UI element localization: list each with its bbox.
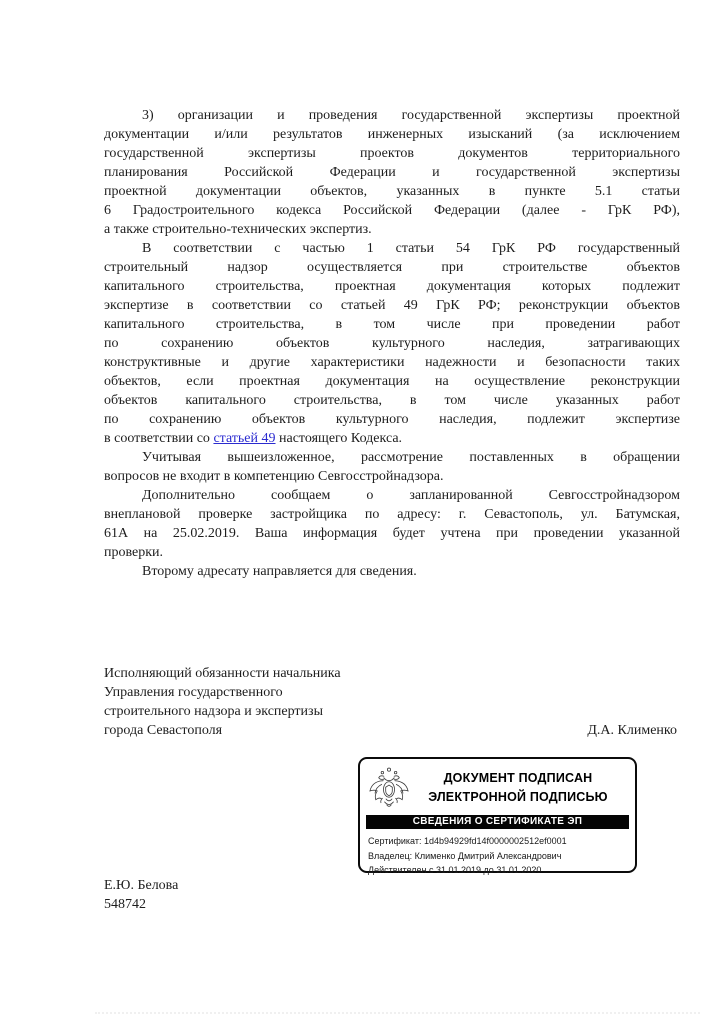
text-line: Управления государственного: [104, 685, 283, 700]
text-line: Исполняющий обязанности начальника: [104, 666, 341, 681]
text-line: 61А на 25.02.2019. Ваша информация будет учтена при проведении указанной: [104, 526, 680, 541]
text-line: строительного надзора и экспертизы: [104, 704, 323, 719]
text-line: Второму адресату направляется для сведения.: [142, 564, 417, 579]
text-line: проектной документации объектов, указанных в пункте 5.1 статьи: [104, 184, 680, 199]
text-line: [104, 429, 680, 448]
stamp-title-line2: ЭЛЕКТРОННОЙ ПОДПИСЬЮ: [428, 790, 608, 804]
text-line: по сохранению объектов культурного наследия, затрагивающих: [104, 336, 680, 351]
body-paragraph-5: [104, 562, 680, 581]
text-line: вопросов не входит в компетенцию Севгосстройнадзора.: [104, 469, 444, 484]
text-line: объектов капитального строительства, в том числе указанных работ: [104, 393, 680, 408]
esignature-stamp: [358, 757, 637, 873]
text-line: а также строительно-технических экспертиз.: [104, 222, 372, 237]
text-segment: настоящего Кодекса.: [275, 431, 403, 446]
signature-block: [104, 664, 680, 740]
text-line: экспертизе в соответствии со статьей 49 ГрК РФ; реконструкции объектов: [104, 298, 680, 313]
link-article-49[interactable]: статьей 49: [213, 431, 276, 446]
letter-body: [104, 106, 680, 581]
certificate-validity: Действителен с 31.01.2019 до 31.01.2020: [368, 865, 542, 875]
stamp-header-row: [360, 759, 635, 813]
body-paragraph-2: [104, 239, 680, 448]
text-line: капитального строительства, проектная документация которых подлежит: [104, 279, 680, 294]
text-line: проверки.: [104, 545, 164, 560]
text-line: строительный надзор осуществляется при строительстве объектов: [104, 260, 680, 275]
certificate-owner: Владелец: Клименко Дмитрий Александрович: [368, 850, 562, 861]
executor-name: Е.Ю. Белова: [104, 878, 179, 893]
stamp-certificate-info: [360, 829, 635, 878]
text-line: внеплановой проверке застройщика по адресу: г. Севастополь, ул. Батумская,: [104, 507, 680, 522]
text-line: Дополнительно сообщаем о запланированной Севгосстройнадзором: [142, 488, 680, 503]
text-line: объектов, если проектная документация на осуществление реконструкции: [104, 374, 680, 389]
text-line: планирования Российской Федерации и государственной экспертизы: [104, 165, 680, 180]
text-line: Учитывая вышеизложенное, рассмотрение поставленных в обращении: [142, 450, 680, 465]
text-line: по сохранению объектов культурного наследия, подлежит экспертизе: [104, 412, 680, 427]
text-line: государственной экспертизы проектов документов территориального: [104, 146, 680, 161]
signatory-name: Д.А. Клименко: [587, 723, 677, 738]
text-line: 6 Градостроительного кодекса Российской Федерации (далее - ГрК РФ),: [104, 203, 680, 218]
text-line: города Севастополя: [104, 723, 223, 738]
text-segment: в соответствии со: [104, 431, 214, 446]
text-line: конструктивные и другие характеристики надежности и безопасности таких: [104, 355, 680, 370]
stamp-title: [411, 769, 629, 807]
scan-artifact-line: [95, 1012, 700, 1014]
body-paragraph-4: [104, 486, 680, 562]
executor-block: [104, 876, 178, 914]
text-line: капитального строительства, в том числе при проведении работ: [104, 317, 680, 332]
certificate-number: Сертификат: 1d4b94929fd14f0000002512ef0001: [368, 836, 567, 846]
executor-phone: 548742: [104, 897, 146, 912]
text-line: В соответствии с частью 1 статьи 54 ГрК РФ государственный: [142, 241, 680, 256]
body-paragraph-1: [104, 106, 680, 239]
body-paragraph-3: [104, 448, 680, 486]
stamp-certificate-header-bar: СВЕДЕНИЯ О СЕРТИФИКАТЕ ЭП: [366, 815, 629, 829]
text-line: 3) организации и проведения государственной экспертизы проектной: [142, 108, 680, 123]
stamp-title-line1: ДОКУМЕНТ ПОДПИСАН: [443, 771, 593, 785]
text-line: документации и/или результатов инженерных изысканий (за исключением: [104, 127, 680, 142]
russia-coat-of-arms-icon: [367, 763, 411, 813]
